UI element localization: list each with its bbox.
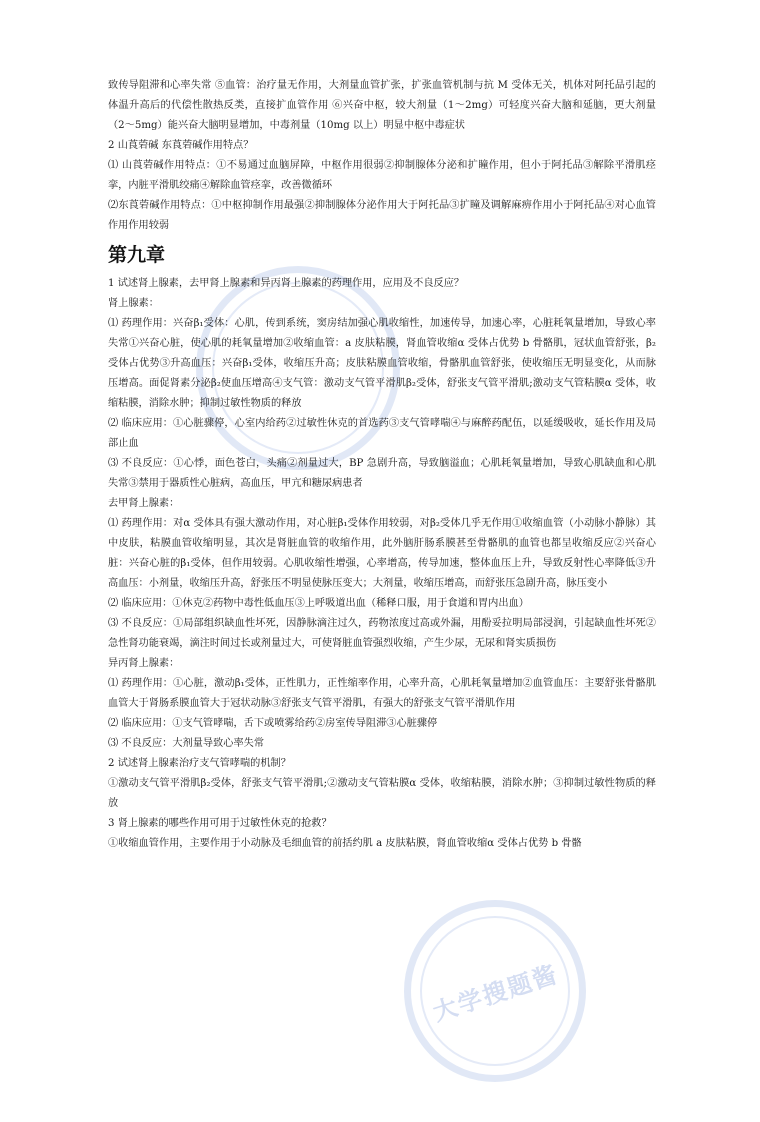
chapter-title: 第九章 — [108, 244, 166, 266]
paragraph-adrenaline-clinical-use: ⑵ 临床应用：①心脏骤停，心室内给药②过敏性休克的首选药③支气管哮喘④与麻醉药配伍，以延缓吸收，延长作用及局部止血 — [108, 418, 656, 449]
paragraph-anisodamine: ⑴ 山莨菪碱作用特点：①不易通过血脑屏障，中枢作用很弱②抑制腺体分泌和扩瞳作用，但小于阿托品③解除平滑肌痉挛，内脏平滑肌绞痛④解除血管痉挛，改善微循环 — [108, 160, 656, 191]
paragraph-adrenaline-pharmacology: ⑴ 药理作用：兴奋β₁受体：心肌，传到系统，窦房结加强心肌收缩性，加速传导，加速心率，心脏耗氧量增加，导致心率失常①兴奋心脏，使心肌的耗氧量增加②收缩血管：a 皮肤粘膜，肾血管收缩α 受体占优势 b 骨骼肌，冠状血管舒张，β₂受体占优势③升高血压：兴奋β₁受体，收缩压升高；皮肤粘膜血管收缩，骨骼肌血管舒张，使收缩压无明显变化，从而脉压增高。面促肾素分泌β₂使血压增高④支气管：激动支气管平滑肌β₂受体，舒张支气管平滑肌;激动支气管粘膜α 受体，收缩粘膜，消除水肿；抑制过敏性物质的释放 — [108, 318, 656, 409]
question-heading-asthma-mechanism: 2 试述肾上腺素治疗支气管哮喘的机制？ — [108, 758, 291, 769]
subheading-adrenaline: 肾上腺素： — [108, 298, 159, 309]
subheading-noradrenaline: 去甲肾上腺素： — [108, 498, 180, 509]
paragraph-isoprenaline-pharmacology: ⑴ 药理作用：①心脏，激动β₁受体，正性肌力，正性缩率作用，心率升高，心肌耗氧量增加②血管血压：主要舒张骨骼肌血管大于肾肠系膜血管大于冠状动脉③舒张支气管平滑肌，有强大的舒张支气管平滑肌作用 — [108, 678, 656, 709]
question-heading-adrenaline-family: 1 试述肾上腺素，去甲肾上腺素和异丙肾上腺素的药理作用，应用及不良反应？ — [108, 278, 465, 289]
paragraph-isoprenaline-adverse-effects: ⑶ 不良反应：大剂量导致心率失常 — [108, 738, 265, 749]
paragraph-isoprenaline-clinical-use: ⑵ 临床应用：①支气管哮喘，舌下或喷雾给药②房室传导阻滞③心脏骤停 — [108, 718, 438, 729]
paragraph-adrenaline-adverse-effects: ⑶ 不良反应：①心悸，面色苍白，头痛②剂量过大，BP 急剧升高，导致脑溢血；心肌耗氧量增加，导致心肌缺血和心肌失常③禁用于器质性心脏病，高血压，甲亢和糖尿病患者 — [108, 458, 656, 489]
paragraph-scopolamine: ⑵东莨菪碱作用特点：①中枢抑制作用最强②抑制腺体分泌作用大于阿托品③扩瞳及调解麻痹作用小于阿托品④对心血管作用作用较弱 — [108, 200, 656, 231]
paragraph-noradrenaline-pharmacology: ⑴ 药理作用：对α 受体具有强大激动作用，对心脏β₁受体作用较弱，对β₂受体几乎无作用①收缩血管（小动脉小静脉）其中皮肤，粘膜血管收缩明显，其次是肾脏血管的收缩作用，此外脑肝肠系膜甚至骨骼肌的血管也都呈收缩反应②兴奋心脏：兴奋心脏的β₁受体，但作用较弱。心肌收缩性增强，心率增高，传导加速，整体血压上升，导致反射性心率降低③升高血压：小剂量，收缩压升高，舒张压不明显使脉压变大；大剂量，收缩压增高，而舒张压急剧升高，脉压变小 — [108, 518, 656, 589]
question-heading-anisodamine-scopolamine: 2 山莨菪碱 东莨菪碱作用特点？ — [108, 140, 254, 151]
subheading-isoprenaline: 异丙肾上腺素： — [108, 658, 180, 669]
document-page — [108, 76, 656, 854]
paragraph-noradrenaline-adverse-effects: ⑶ 不良反应：①局部组织缺血性坏死，因静脉滴注过久，药物浓度过高或外漏，用酚妥拉明局部浸润，引起缺血性坏死②急性肾功能衰竭，滴注时间过长或剂量过大，可使肾脏血管强烈收缩，产生少尿，无尿和肾实质损伤 — [108, 618, 656, 649]
question-heading-anaphylactic-shock: 3 肾上腺素的哪些作用可用于过敏性休克的抢救？ — [108, 818, 332, 829]
watermark-text: 大学搜题酱 — [429, 959, 562, 1027]
watermark-stamp-bottom — [404, 900, 586, 1082]
paragraph-anaphylactic-shock: ①收缩血管作用，主要作用于小动脉及毛细血管的前括约肌 a 皮肤粘膜，肾血管收缩α 受体占优势 b 骨骼 — [108, 838, 582, 849]
paragraph-noradrenaline-clinical-use: ⑵ 临床应用：①休克②药物中毒性低血压③上呼吸道出血（稀释口服，用于食道和胃内出血） — [108, 598, 529, 609]
paragraph-asthma-mechanism: ①激动支气管平滑肌β₂受体，舒张支气管平滑肌;②激动支气管粘膜α 受体，收缩粘膜，消除水肿；③抑制过敏性物质的释放 — [108, 778, 656, 809]
paragraph-atropine-continued: 致传导阻滞和心率失常 ⑤血管：治疗量无作用，大剂量血管扩张，扩张血管机制与抗 M 受体无关，机体对阿托品引起的体温升高后的代偿性散热反类，直接扩血管作用 ⑥兴奋中枢，较大剂量（1～2mg）可轻度兴奋大脑和延脑，更大剂量（2～5mg）能兴奋大脑明显增加，中毒剂量（10mg 以上）明显中枢中毒症状 — [108, 80, 656, 131]
